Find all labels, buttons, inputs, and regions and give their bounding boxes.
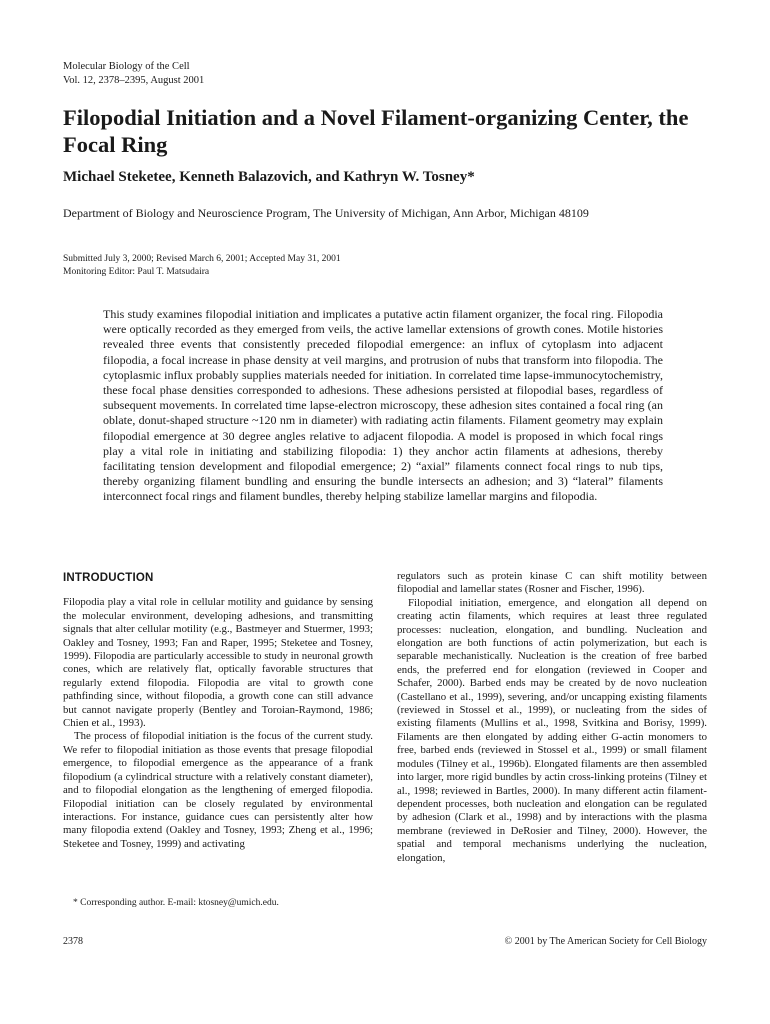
- journal-info: [63, 60, 204, 88]
- journal-volume: Vol. 12, 2378–2395, August 2001: [63, 75, 205, 86]
- intro-paragraph-2: The process of filopodial initiation is the focus of the current study. We refer to filopodial initiation as those events that presage filopodial emergence, to filopodial emergence as the appearance of a frank filopodium (a cylindrical structure with a relatively constant diameter), and to filopodial elongation as the lengthening of emerged filopodia. Filopodial initiation can be closely regulated by environmental interactions. For instance, guidance cues can persistently alter how many filopodia extend (Oakley and Tosney, 1993; Zheng et al., 1996; Steketee and Tosney, 1999) and activating: [63, 730, 373, 850]
- editor-line: Monitoring Editor: Paul T. Matsudaira: [63, 266, 210, 277]
- submitted-line: Submitted July 3, 2000; Revised March 6, 2001; Accepted May 31, 2001: [63, 254, 341, 264]
- submission-dates: [63, 253, 341, 278]
- right-column: [397, 570, 707, 865]
- intro-paragraph-1: Filopodia play a vital role in cellular motility and guidance by sensing the molecular environment, developing adhesions, and transmitting signals that alter cellular motility (e.g., Bastmeyer and Stuermer, 1993; Oakley and Tosney, 1993; Fan and Raper, 1995; Steketee and Tosney, 1999). Filopodia are particularly accessible to study in neuronal growth cones, which are relatively flat, optically favorable structures that regularly extend filopodia. Filopodia are vital to growth cone pathfinding since, without filopodia, a growth cone can still advance but cannot navigate properly (Bentley and Toroian-Raymond, 1986; Chien et al., 1993).: [63, 596, 373, 730]
- corresponding-author-footnote: * Corresponding author. E-mail: ktosney@umich.edu.: [73, 898, 279, 908]
- abstract: This study examines filopodial initiation and implicates a putative actin filament organizer, the focal ring. Filopodia were optically recorded as they emerged from veils, the active lamellar extensions of growth cones. Motile histories revealed three events that consistently preceded filopodial emergence: an influx of cytoplasm into adjacent filopodia, a focal increase in phase density at veil margins, and protrusion of nubs that transform into filopodia. The cytoplasmic influx probably supplies materials needed for initiation. In correlated time lapse-immunocytochemistry, these focal phase densities corresponded to adhesions. These adhesions persisted at filopodial bases, regardless of subsequent movements. In correlated time lapse-electron microscopy, these adhesion sites contained a focal ring (an oblate, donut-shaped structure ~120 nm in diameter) with radiating actin filaments. Filament geometry may explain filopodial emergence at 30 degree angles relative to adjacent filopodia. A model is proposed in which focal rings play a vital role in initiating and stabilizing filopodia: 1) they anchor actin filaments at adhesions, thereby facilitating tension development and filopodial emergence; 2) “axial” filaments connect focal rings to nub tips, thereby organizing filament bundling and ensuring the bundle intersects an adhesion; and 3) “lateral” filaments interconnect focal rings and filament bundles, thereby helping stabilize lamellar margins and filopodia.: [103, 307, 663, 504]
- section-heading-introduction: INTRODUCTION: [63, 572, 154, 584]
- journal-name: Molecular Biology of the Cell: [63, 61, 190, 72]
- page-number: 2378: [63, 936, 83, 947]
- author-list: Michael Steketee, Kenneth Balazovich, and Kathryn W. Tosney*: [63, 169, 475, 185]
- paper-title: Filopodial Initiation and a Novel Filament-organizing Center, the Focal Ring: [63, 105, 689, 157]
- intro-paragraph-3: regulators such as protein kinase C can shift motility between filopodial and lamellar states (Rosner and Fischer, 1996).: [397, 570, 707, 596]
- affiliation: Department of Biology and Neuroscience Program, The University of Michigan, Ann Arbor, Michigan 48109: [63, 206, 589, 220]
- intro-paragraph-4: Filopodial initiation, emergence, and elongation all depend on creating actin filaments, which requires at least three regulated processes: nucleation, elongation, and bundling. Nucleation and elongation are both functions of actin polymerization, but each is separable mechanistically. Nucleation is the creation of free barbed ends, the preferred end for elongation (reviewed in Cooper and Schafer, 2000). Barbed ends may be created by de novo nucleation (Castellano et al., 1999), severing, and/or uncapping existing filaments (reviewed in Stossel et al., 1999), or nucleating from the sides of existing filaments (Mullins et al., 1998, Svitkina and Borisy, 1999). Filaments are then elongated by adding either G-actin monomers to free, barbed ends (reviewed in Stossel et al., 1999) or small filament modules (Tilney et al., 1996b). Elongated filaments are then assembled into larger, more rigid bundles by actin cross-linking proteins (Tilney et al., 1998; reviewed in Bartles, 2000). In many different actin filament-dependent processes, both nucleation and elongation can be regulated by adhesion (Clark et al., 1998) and by interactions with the plasma membrane (reviewed in DeRosier and Tilney, 2000). However, the spatial and temporal mechanisms underlying the nucleation, elongation,: [397, 596, 707, 864]
- left-column: [63, 572, 373, 851]
- copyright-notice: © 2001 by The American Society for Cell Biology: [504, 936, 707, 947]
